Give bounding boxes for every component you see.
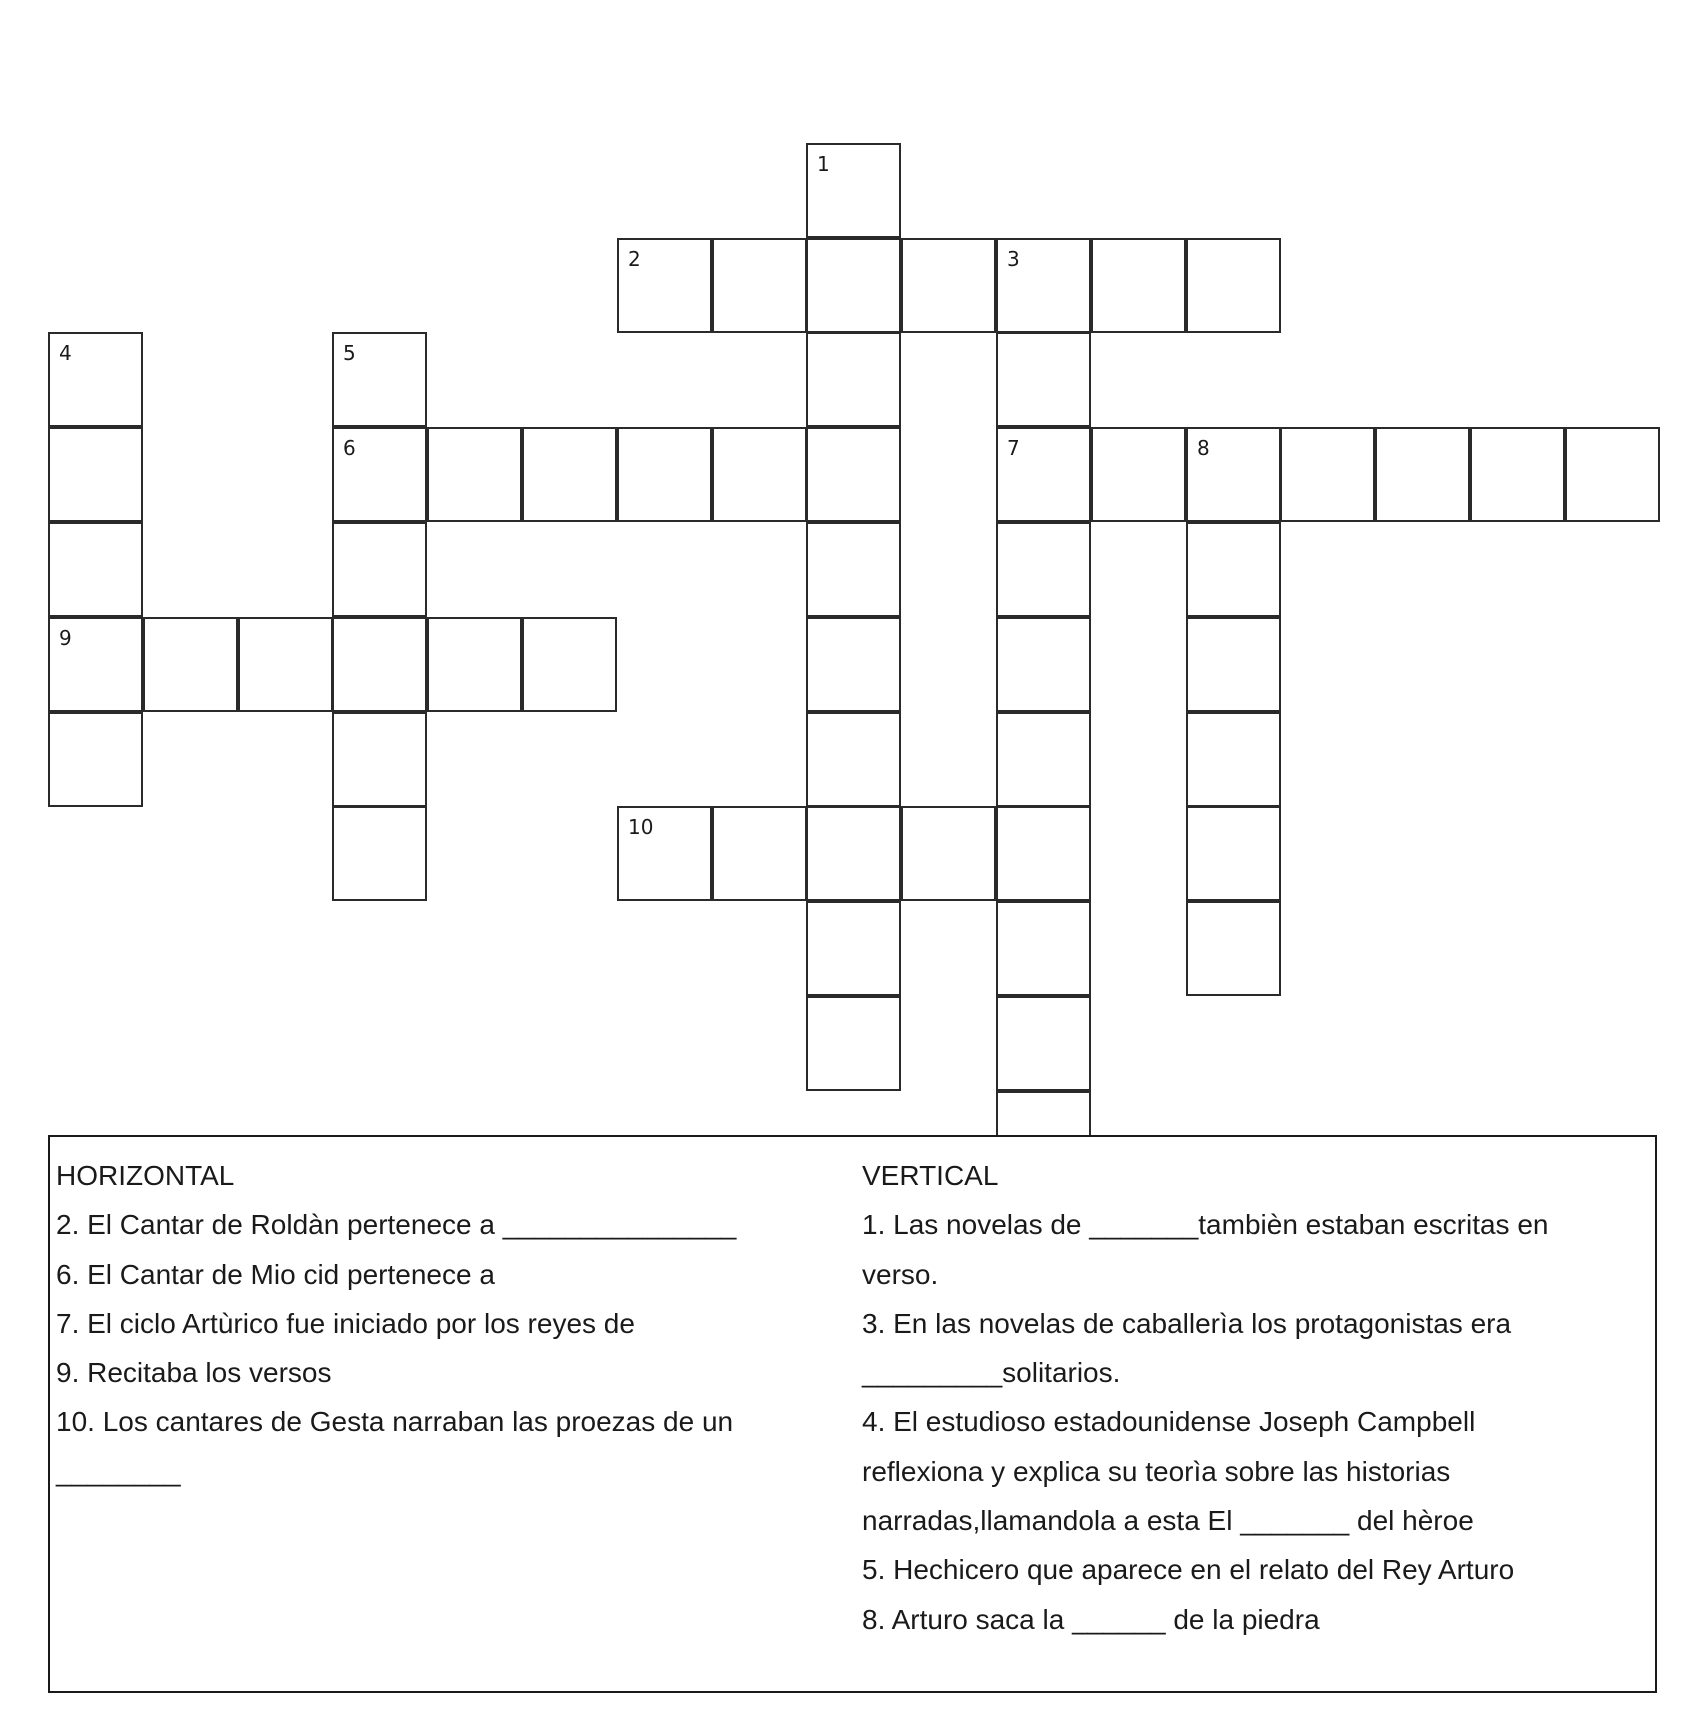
grid-cell[interactable]	[427, 427, 522, 522]
horizontal-clue-6: 6. El Cantar de Mio cid pertenece a	[56, 1258, 495, 1290]
vertical-clue-4-cont2: narradas,llamandola a esta El _______ del hèroe	[862, 1505, 1474, 1537]
vertical-clue-1-cont: verso.	[862, 1258, 939, 1290]
grid-cell[interactable]	[332, 522, 427, 617]
horizontal-clue-10-blank: ________	[56, 1455, 181, 1487]
clue-number: 5	[343, 341, 356, 365]
grid-cell[interactable]	[996, 238, 1091, 333]
grid-cell[interactable]	[996, 332, 1091, 427]
grid-cell[interactable]	[1091, 427, 1186, 522]
grid-cell[interactable]	[901, 238, 996, 333]
grid-cell[interactable]	[901, 806, 996, 901]
grid-cell[interactable]	[1565, 427, 1660, 522]
horizontal-title: HORIZONTAL	[56, 1160, 235, 1191]
vertical-title: VERTICAL	[862, 1160, 999, 1191]
grid-cell[interactable]	[806, 238, 901, 333]
grid-cell[interactable]	[522, 427, 617, 522]
grid-cell[interactable]	[996, 427, 1091, 522]
grid-cell[interactable]	[332, 806, 427, 901]
grid-cell[interactable]	[1186, 238, 1281, 333]
clue-number: 8	[1197, 436, 1210, 460]
grid-cell[interactable]	[1186, 617, 1281, 712]
horizontal-clues	[56, 1151, 846, 1496]
vertical-clue-3: 3. En las novelas de caballerìa los protagonistas era	[862, 1307, 1512, 1339]
grid-cell[interactable]	[238, 617, 333, 712]
grid-cell[interactable]	[806, 996, 901, 1091]
vertical-clue-5: 5. Hechicero que aparece en el relato del Rey Arturo	[862, 1554, 1515, 1586]
grid-cell[interactable]	[806, 332, 901, 427]
horizontal-clue-2: 2. El Cantar de Roldàn pertenece a _______________	[56, 1209, 737, 1241]
grid-cell[interactable]	[1091, 238, 1186, 333]
grid-cell[interactable]	[48, 522, 143, 617]
grid-cell[interactable]	[996, 522, 1091, 617]
grid-cell[interactable]	[48, 427, 143, 522]
grid-cell[interactable]	[143, 617, 238, 712]
grid-cell[interactable]	[1186, 522, 1281, 617]
clue-number: 7	[1007, 436, 1020, 460]
grid-cell[interactable]	[806, 143, 901, 238]
grid-cell[interactable]	[996, 996, 1091, 1091]
grid-cell[interactable]	[1186, 712, 1281, 807]
grid-cell[interactable]	[996, 617, 1091, 712]
grid-cell[interactable]	[806, 901, 901, 996]
horizontal-clue-9: 9. Recitaba los versos	[56, 1357, 332, 1389]
grid-cell[interactable]	[996, 901, 1091, 996]
vertical-clues	[862, 1151, 1642, 1644]
grid-cell[interactable]	[617, 806, 712, 901]
grid-cell[interactable]	[806, 617, 901, 712]
grid-cell[interactable]	[332, 427, 427, 522]
grid-cell[interactable]	[1186, 806, 1281, 901]
grid-cell[interactable]	[806, 522, 901, 617]
clue-number: 4	[59, 341, 72, 365]
grid-cell[interactable]	[806, 712, 901, 807]
grid-cell[interactable]	[806, 427, 901, 522]
grid-cell[interactable]	[1280, 427, 1375, 522]
grid-cell[interactable]	[617, 427, 712, 522]
vertical-clue-8: 8. Arturo saca la ______ de la piedra	[862, 1603, 1320, 1635]
clue-number: 1	[817, 152, 830, 176]
grid-cell[interactable]	[48, 617, 143, 712]
grid-cell[interactable]	[332, 617, 427, 712]
grid-cell[interactable]	[617, 238, 712, 333]
grid-cell[interactable]	[1375, 427, 1470, 522]
clue-number: 2	[628, 247, 641, 271]
clue-number: 9	[59, 626, 72, 650]
grid-cell[interactable]	[712, 427, 807, 522]
clues-box	[48, 1135, 1657, 1693]
grid-cell[interactable]	[1470, 427, 1565, 522]
grid-cell[interactable]	[712, 806, 807, 901]
vertical-clue-1: 1. Las novelas de _______tambièn estaban escritas en	[862, 1209, 1549, 1241]
grid-cell[interactable]	[427, 617, 522, 712]
grid-cell[interactable]	[1186, 427, 1281, 522]
grid-cell[interactable]	[48, 332, 143, 427]
clue-number: 3	[1007, 247, 1020, 271]
grid-cell[interactable]	[1186, 901, 1281, 996]
grid-cell[interactable]	[332, 332, 427, 427]
grid-cell[interactable]	[712, 238, 807, 333]
horizontal-clue-7: 7. El ciclo Artùrico fue iniciado por los reyes de	[56, 1307, 635, 1339]
grid-cell[interactable]	[996, 712, 1091, 807]
grid-cell[interactable]	[522, 617, 617, 712]
vertical-clue-4-cont: reflexiona y explica su teorìa sobre las historias	[862, 1455, 1451, 1487]
grid-cell[interactable]	[996, 806, 1091, 901]
grid-cell[interactable]	[806, 806, 901, 901]
horizontal-clue-10: 10. Los cantares de Gesta narraban las proezas de un	[56, 1406, 734, 1438]
grid-cell[interactable]	[48, 712, 143, 807]
vertical-clue-3-cont: _________solitarios.	[862, 1357, 1121, 1389]
clue-number: 6	[343, 436, 356, 460]
vertical-clue-4: 4. El estudioso estadounidense Joseph Campbell	[862, 1406, 1476, 1438]
grid-cell[interactable]	[332, 712, 427, 807]
clue-number: 10	[628, 815, 654, 839]
